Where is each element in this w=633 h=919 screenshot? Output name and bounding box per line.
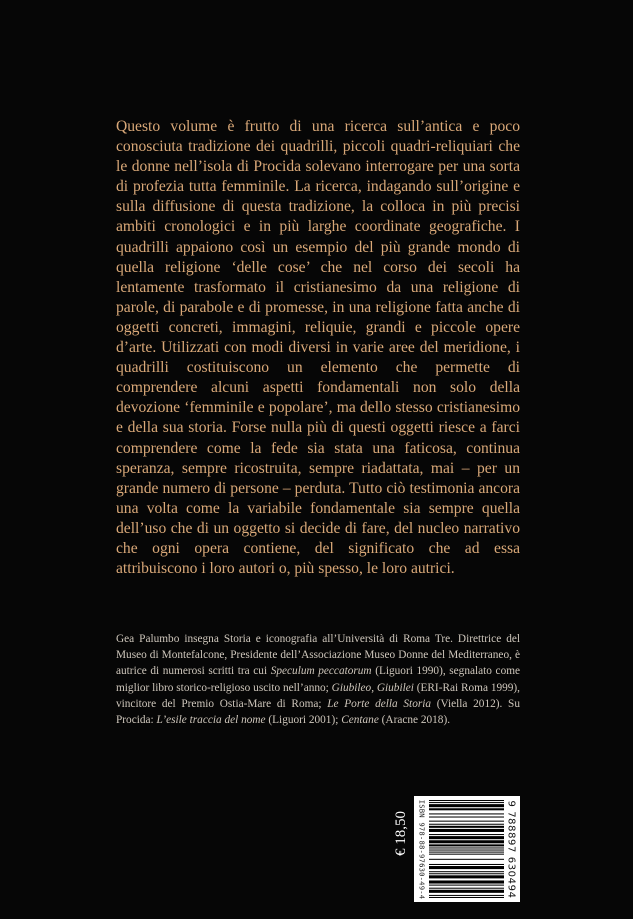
barcode-bar bbox=[429, 808, 504, 810]
price-label bbox=[391, 796, 411, 870]
price-text: € 18,50 bbox=[392, 810, 409, 856]
barcode-bar bbox=[429, 897, 504, 898]
barcode-bar bbox=[429, 895, 504, 896]
barcode-bar bbox=[429, 859, 504, 860]
ean-digits bbox=[504, 797, 519, 901]
barcode-bar bbox=[429, 890, 504, 893]
barcode-bar bbox=[429, 875, 504, 878]
barcode-bars bbox=[429, 800, 504, 898]
barcode-bar bbox=[429, 836, 504, 839]
barcode-bar bbox=[429, 847, 504, 848]
barcode-bar bbox=[429, 854, 504, 855]
barcode-bar bbox=[429, 817, 504, 818]
barcode-bar bbox=[429, 852, 504, 853]
barcode-bar bbox=[429, 844, 504, 846]
barcode-bar bbox=[429, 804, 504, 807]
barcode-bar bbox=[429, 802, 504, 803]
barcode-bar bbox=[429, 821, 504, 822]
isbn-label bbox=[416, 797, 428, 901]
barcode bbox=[414, 796, 520, 902]
barcode-bar bbox=[429, 888, 504, 889]
barcode-bar bbox=[429, 824, 504, 825]
author-bio bbox=[116, 631, 520, 728]
barcode-bar bbox=[429, 800, 504, 801]
barcode-bar bbox=[429, 826, 504, 828]
book-title: L’esile traccia del nome bbox=[156, 714, 266, 727]
barcode-bar bbox=[429, 850, 504, 851]
ean-digits-text: 9 788897 630494 bbox=[506, 799, 518, 899]
bio-text: (Aracne 2018). bbox=[378, 714, 451, 727]
book-title: Centane bbox=[341, 714, 379, 727]
barcode-bar bbox=[429, 840, 504, 843]
bio-text: Gea Palumbo insegna Storia e iconografia all’Università di Roma Tre. Direttrice del Museo di Montefalcone, Presidente dell’Associazione Museo Donne del Mediterraneo, è autrice di numerosi scritti tra cui bbox=[116, 633, 520, 678]
barcode-bar bbox=[429, 829, 504, 832]
bio-text: (Liguori 2001); bbox=[265, 714, 342, 727]
back-cover-blurb: Questo volume è frutto di una ricerca sull’antica e poco conosciuta tradizione dei quadrilli, piccoli quadri-reliquiari che le donne nell’isola di Procida solevano interrogare per una sorta di profezia tutta femminile. La ricerca, indagando sull’origine e sulla diffusione di questa tradizione, la colloca in più precisi ambiti cronologici e in più larghe coordinate geografiche. I quadrilli appaiono così un esempio del più grande mondo di quella religione ‘delle cose’ che nel corso dei secoli ha lentamente trasformato il cristianesimo da una religione di parole, di parabole e di promesse, in una religione fatta anche di oggetti concreti, immagini, reliquie, grandi e piccole opere d’arte. Utilizzati con modi diversi in varie aree del meridione, i quadrilli costituiscono un elemento che permette di comprendere alcuni aspetti fondamentali non solo della devozione ‘femminile e popolare’, ma dello stesso cristianesimo e della sua storia. Forse nulla più di questi oggetti riesce a farci comprendere come la fede sia stata una faticosa, continua speranza, sempre ricostruita, sempre riadattata, mai – per un grande numero di persone – perduta. Tutto ciò testimonia ancora una volta come la variabile fondamentale sia sempre quella dell’uso che di un oggetto si decide di fare, del nucleo narrativo che ogni opera contiene, del significato che ad essa attribuiscono i loro autori o, più spesso, le loro autrici. bbox=[116, 118, 520, 578]
barcode-bar bbox=[429, 864, 504, 865]
barcode-bar bbox=[429, 871, 504, 872]
bio-text: (Viella 2012). Su Procida: bbox=[116, 697, 520, 727]
barcode-bar bbox=[429, 873, 504, 874]
barcode-bar bbox=[429, 880, 504, 883]
barcode-bar bbox=[429, 885, 504, 886]
barcode-bar bbox=[429, 834, 504, 835]
bio-text: (ERI-Rai Roma 1999), vincitore del Premio Ostia-Mare di Roma; bbox=[116, 681, 520, 710]
book-title: Le Porte della Storia bbox=[327, 697, 432, 710]
bio-text: (Liguori 1990), segnalato come miglior libro storico-religioso uscito nell’anno; bbox=[116, 665, 521, 694]
book-title: Speculum peccatorum bbox=[270, 665, 372, 678]
barcode-bar bbox=[429, 813, 504, 814]
barcode-bar bbox=[429, 866, 504, 869]
isbn-text: ISBN 978-88-97630-49-4 bbox=[417, 799, 427, 899]
book-title: Giubileo, Giubilei bbox=[331, 681, 414, 694]
